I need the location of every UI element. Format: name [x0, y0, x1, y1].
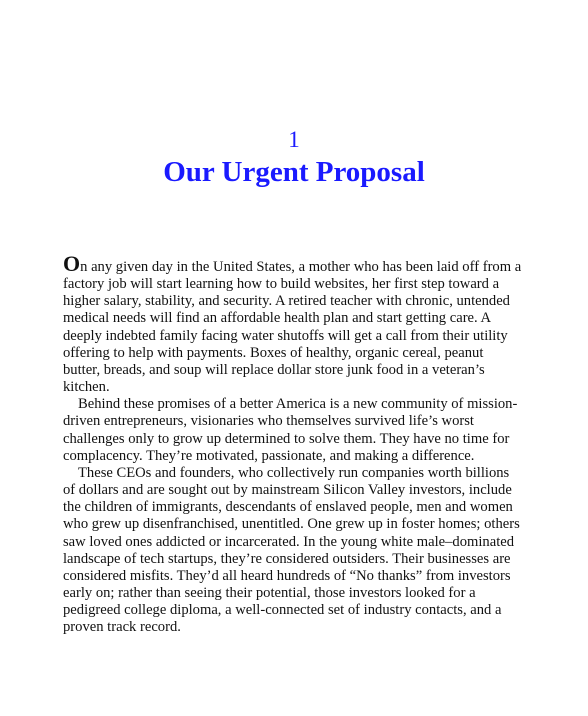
- drop-cap-initial: O: [63, 251, 81, 276]
- paragraph-3: These CEOs and founders, who collectively run companies worth billions of dollars and are sought out by mainstream Silicon Valley investors, include the children of immigrants, descendants of enslaved people, men and women who grew up disenfranchised, unentitled. One grew up in foster homes; others saw loved ones addicted or incarcerated. In the young white male–dominated landscape of tech startups, they’re considered outsiders. Their businesses are considered misfits. They’d all heard hundreds of “No thanks” from investors early on; rather than seeing their potential, those investors looked for a pedigreed college diploma, a well-connected set of industry contacts, and a proven track record.: [63, 464, 520, 636]
- paragraph-1-text: n any given day in the United States, a mother who has been laid off from a factory job will start learning how to build websites, her first step toward a higher salary, stability, and security. A retired teacher with chronic, untended medical needs will find an affordable health plan and start getting care. A deeply indebted family facing water shutoffs will get a call from their utility offering to help with payments. Boxes of healthy, organic cereal, peanut butter, breads, and soup will replace dollar store junk food in a veteran’s kitchen.: [63, 259, 522, 396]
- paragraph-2: Behind these promises of a better America is a new community of mission-driven entrepreneurs, visionaries who themselves survived life’s worst challenges only to grow up determined to solve them. They have no time for complacency. They’re motivated, passionate, and making a difference.: [63, 396, 518, 464]
- paragraph-1: [63, 251, 523, 396]
- chapter-number: 1: [288, 127, 300, 152]
- chapter-body: [63, 251, 523, 636]
- chapter-title: Our Urgent Proposal: [163, 156, 425, 188]
